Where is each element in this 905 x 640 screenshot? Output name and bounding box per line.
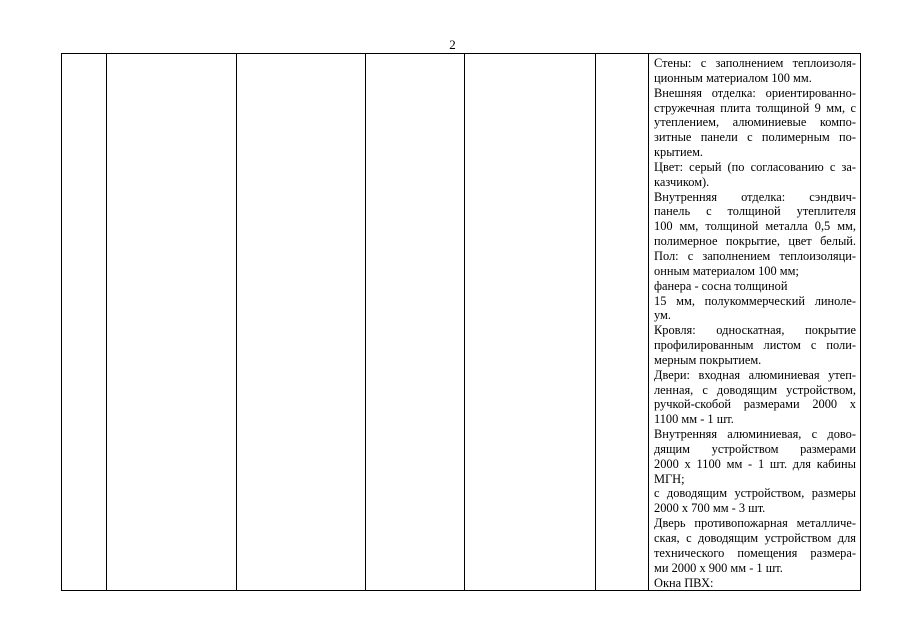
specification-line: ционным материалом 100 мм. <box>654 70 812 85</box>
specification-line: крытием. <box>654 145 704 160</box>
table-cell-col-1 <box>62 54 107 591</box>
specification-line: профилированным листом с поли- <box>654 338 856 353</box>
table-cell-specification <box>649 54 861 591</box>
specification-line: утеплением, алюминиевые компо- <box>654 115 856 130</box>
specification-line: ленная, с доводящим устройством, <box>654 382 856 397</box>
specification-line: Внутренняя отделка: сэндвич- <box>654 189 856 204</box>
specification-line: ручкой-скобой размерами 2000 х <box>654 397 856 412</box>
specification-line: полимерное покрытие, цвет белый. <box>654 234 856 249</box>
table-cell-col-4 <box>366 54 465 591</box>
specification-line: Стены: с заполнением теплоизоля- <box>654 56 856 70</box>
specification-text <box>654 56 856 590</box>
specification-line: стружечная плита толщиной 9 мм, с <box>654 100 856 115</box>
table-cell-col-5 <box>465 54 596 591</box>
specification-line: Кровля: односкатная, покрытие <box>654 323 856 338</box>
specification-line: технического помещения размера- <box>654 545 856 560</box>
specification-line: МГН; <box>654 471 685 486</box>
specification-line: ская, с доводящим устройством для <box>654 531 856 545</box>
specification-line: панель с толщиной утеплителя <box>654 204 856 219</box>
specification-line: Внутренняя алюминиевая, с дово- <box>654 427 856 442</box>
specification-line: казчиком). <box>654 174 710 189</box>
page-number: 2 <box>449 37 456 52</box>
specification-line: с доводящим устройством, размеры <box>654 486 856 501</box>
specification-line: Пол: с заполнением теплоизоляци- <box>654 248 856 263</box>
specification-line: Внешняя отделка: ориентированно- <box>654 85 856 100</box>
specification-line: ми 2000 х 900 мм - 1 шт. <box>654 560 783 575</box>
specification-line: мерным покрытием. <box>654 352 762 367</box>
table-cell-col-6 <box>596 54 649 591</box>
specification-line: зитные панели с полимерным по- <box>654 130 856 145</box>
specification-line: 1100 мм - 1 шт. <box>654 412 734 427</box>
table-row <box>62 54 861 591</box>
specification-line: Цвет: серый (по согласованию с за- <box>654 159 856 174</box>
specification-line: фанера - сосна толщиной <box>654 278 788 293</box>
specification-line: 100 мм, толщиной металла 0,5 мм, <box>654 219 856 234</box>
specification-line: ум. <box>654 308 671 323</box>
specification-line: Окна ПВХ: <box>654 575 714 590</box>
specification-table <box>61 53 861 591</box>
specification-line: 2000 х 700 мм - 3 шт. <box>654 501 766 516</box>
specification-line: дящим устройством размерами <box>654 441 856 456</box>
table-cell-col-3 <box>237 54 366 591</box>
specification-line: Двери: входная алюминиевая утеп- <box>654 367 856 382</box>
specification-line: Дверь противопожарная металличе- <box>654 516 856 531</box>
specification-line: онным материалом 100 мм; <box>654 263 799 278</box>
specification-line: 2000 х 1100 мм - 1 шт. для кабины <box>654 456 856 471</box>
table-cell-col-2 <box>107 54 237 591</box>
specification-line: 15 мм, полукоммерческий линоле- <box>654 293 856 308</box>
